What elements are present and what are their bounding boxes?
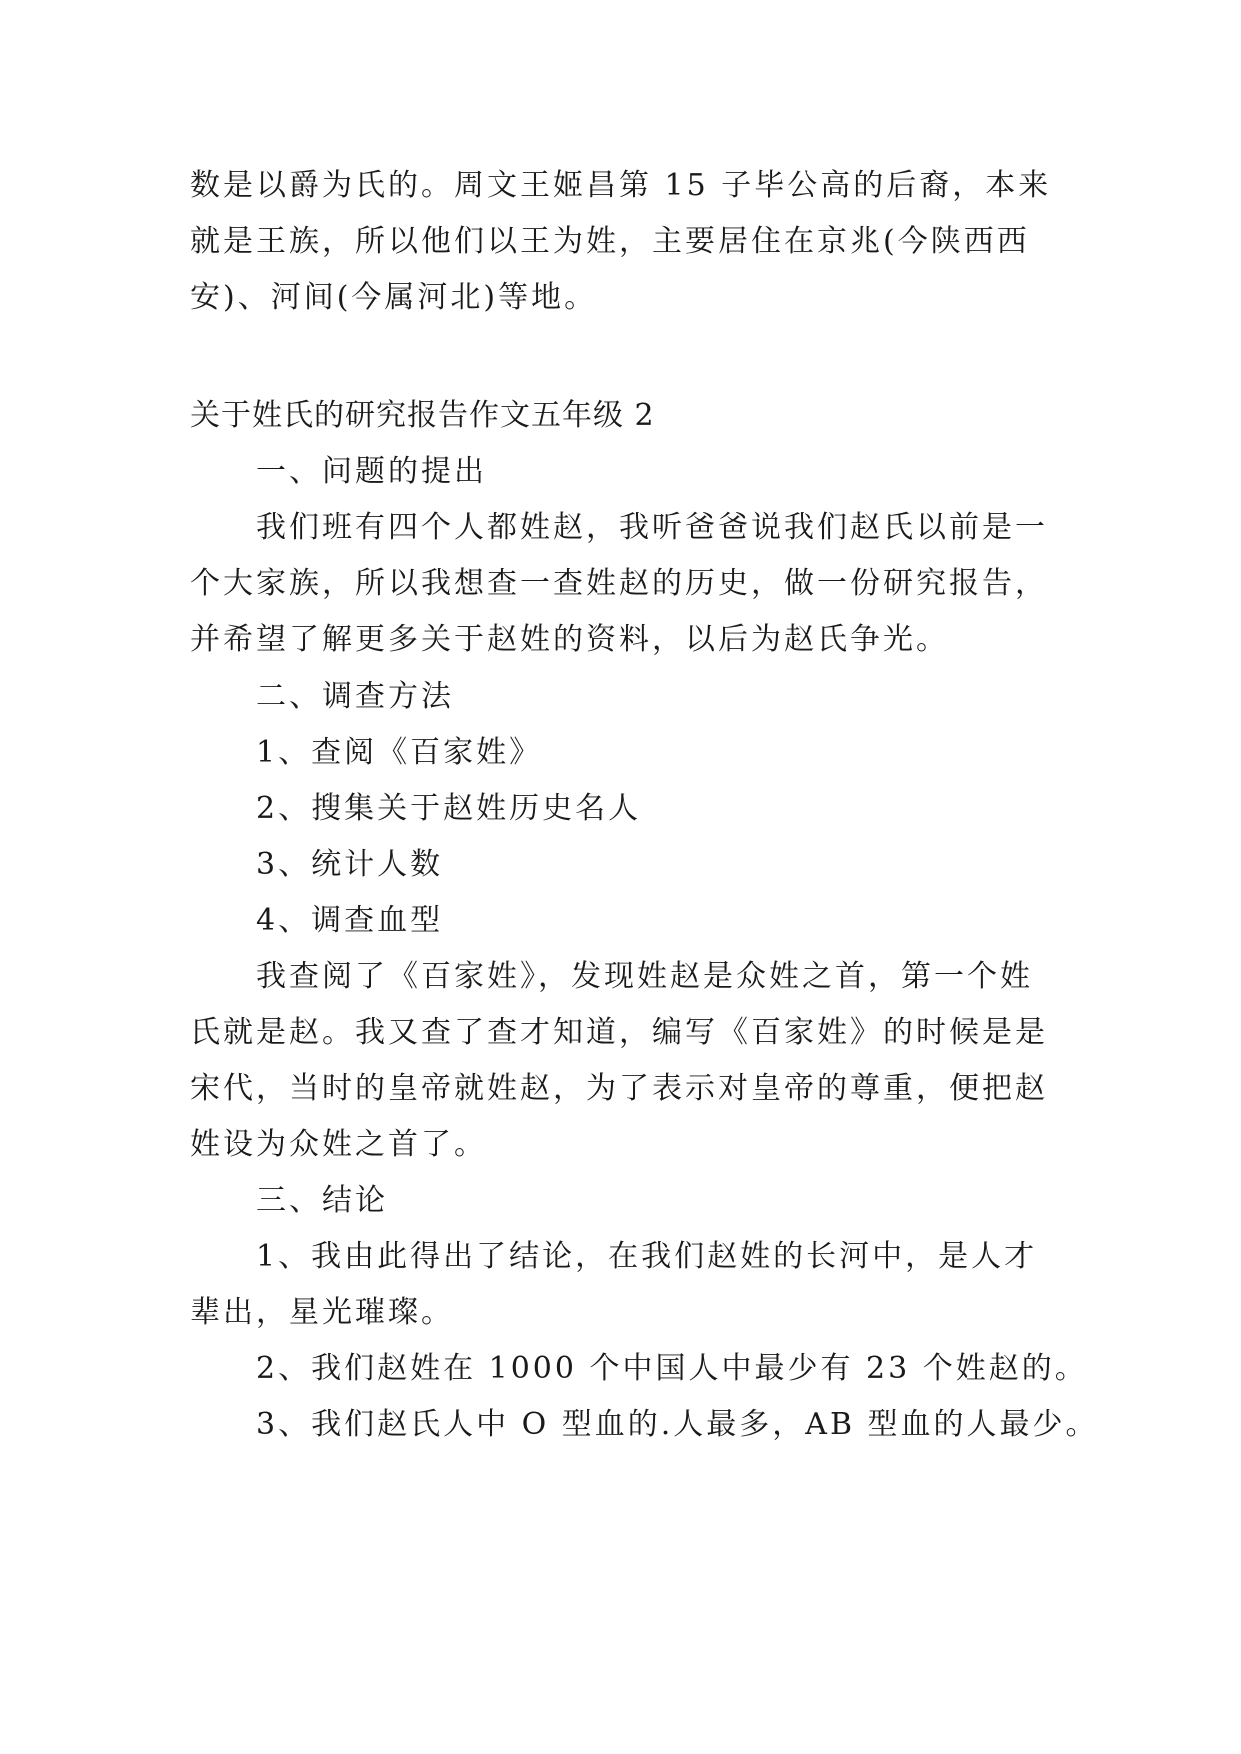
- section1-para-line-1: 我们班有四个人都姓赵，我听爸爸说我们赵氏以前是一: [256, 510, 1048, 545]
- intro-line-3: 安)、河间(今属河北)等地。: [190, 280, 598, 315]
- section3-heading: 三、结论: [256, 1183, 388, 1218]
- intro-line-1: 数是以爵为氏的。周文王姬昌第 15 子毕公高的后裔，本来: [190, 168, 1052, 203]
- section1-para-line-2: 个大家族，所以我想查一查姓赵的历史，做一份研究报告，: [190, 566, 1048, 601]
- conclusion-item-2: 2、我们赵姓在 1000 个中国人中最少有 23 个姓赵的。: [256, 1351, 1088, 1386]
- intro-line-2: 就是王族，所以他们以王为姓，主要居住在京兆(今陕西西: [190, 224, 1030, 259]
- section2-para-line-3: 宋代，当时的皇帝就姓赵，为了表示对皇帝的尊重，便把赵: [190, 1071, 1048, 1106]
- section1-para-line-3: 并希望了解更多关于赵姓的资料，以后为赵氏争光。: [190, 622, 949, 657]
- section1-heading: 一、问题的提出: [256, 454, 487, 489]
- essay-title: 关于姓氏的研究报告作文五年级 2: [190, 398, 655, 433]
- section2-para-line-1: 我查阅了《百家姓》，发现姓赵是众姓之首，第一个姓: [256, 959, 1033, 994]
- section2-heading: 二、调查方法: [256, 679, 454, 714]
- method-item-3: 3、统计人数: [256, 847, 444, 882]
- conclusion-item-1-line-1: 1、我由此得出了结论，在我们赵姓的长河中，是人才: [256, 1239, 1038, 1274]
- conclusion-item-1-line-2: 辈出，星光璀璨。: [190, 1295, 454, 1330]
- section2-para-line-2: 氏就是赵。我又查了查才知道，编写《百家姓》的时候是是: [190, 1015, 1048, 1050]
- method-item-4: 4、调查血型: [256, 903, 444, 938]
- section2-para-line-4: 姓设为众姓之首了。: [190, 1127, 487, 1162]
- method-item-2: 2、搜集关于赵姓历史名人: [256, 791, 642, 826]
- method-item-1: 1、查阅《百家姓》: [256, 735, 543, 770]
- conclusion-item-3: 3、我们赵氏人中 O 型血的.人最多，AB 型血的人最少。: [256, 1407, 1099, 1442]
